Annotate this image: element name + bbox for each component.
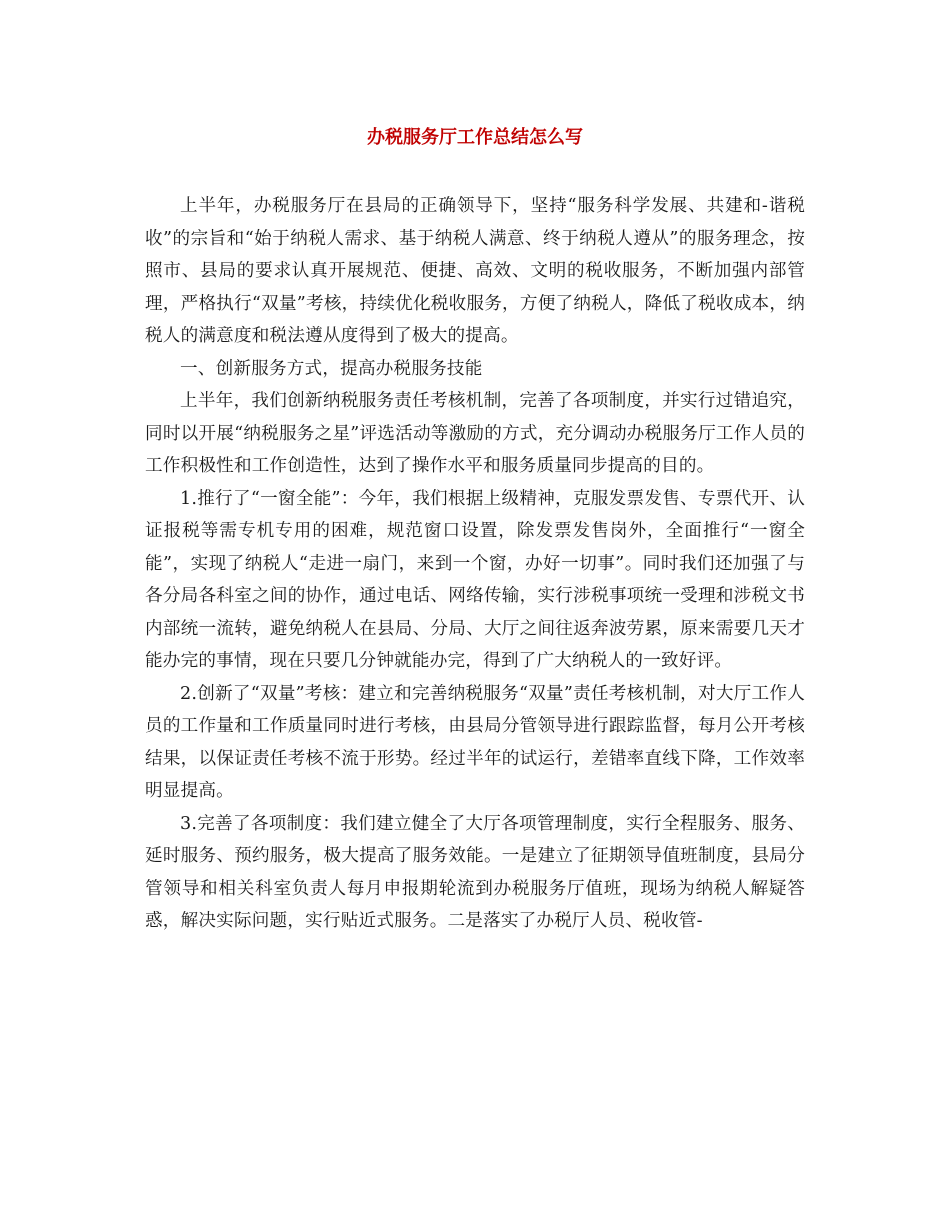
paragraph-item-1: 1.推行了“一窗全能”：今年，我们根据上级精神，克服发票发售、专票代开、认证报税等需专机专用的困难，规范窗口设置，除发票发售岗外，全面推行“一窗全能”，实现了纳税人“走进一扇门，来到一个窗，办好一切事”。同时我们还加强了与各分局各科室之间的协作，通过电话、网络传输，实行涉税事项统一受理和涉税文书内部统一流转，避免纳税人在县局、分局、大厅之间往返奔波劳累，原来需要几天才能办完的事情，现在只要几分钟就能办完，得到了广大纳税人的一致好评。 — [145, 488, 805, 671]
section-heading-1: 一、创新服务方式，提高办税服务技能 — [180, 358, 483, 379]
document-title: 办税服务厅工作总结怎么写 — [367, 127, 583, 148]
paragraph-intro: 上半年，办税服务厅在县局的正确领导下，坚持“服务科学发展、共建和-谐税收”的宗旨和“始于纳税人需求、基于纳税人满意、终于纳税人遵从”的服务理念，按照市、县局的要求认真开展规范、便捷、高效、文明的税收服务，不断加强内部管理，严格执行“双量”考核，持续优化税收服务，方便了纳税人，降低了税收成本，纳税人的满意度和税法遵从度得到了极大的提高。 — [145, 196, 805, 346]
document-body — [145, 190, 805, 938]
paragraph-section-1: 上半年，我们创新纳税服务责任考核机制，完善了各项制度，并实行过错追究，同时以开展“纳税服务之星”评选活动等激励的方式，充分调动办税服务厅工作人员的工作积极性和工作创造性，达到了操作水平和服务质量同步提高的目的。 — [145, 391, 805, 476]
paragraph-item-3: 3.完善了各项制度：我们建立健全了大厅各项管理制度，实行全程服务、服务、延时服务、预约服务，极大提高了服务效能。一是建立了征期领导值班制度，县局分管领导和相关科室负责人每月申报期轮流到办税服务厅值班，现场为纳税人解疑答惑，解决实际问题，实行贴近式服务。二是落实了办税厅人员、税收管- — [145, 813, 805, 931]
paragraph-item-2: 2.创新了“双量”考核：建立和完善纳税服务“双量”责任考核机制，对大厅工作人员的工作量和工作质量同时进行考核，由县局分管领导进行跟踪监督，每月公开考核结果，以保证责任考核不流于形势。经过半年的试运行，差错率直线下降，工作效率明显提高。 — [145, 683, 805, 801]
